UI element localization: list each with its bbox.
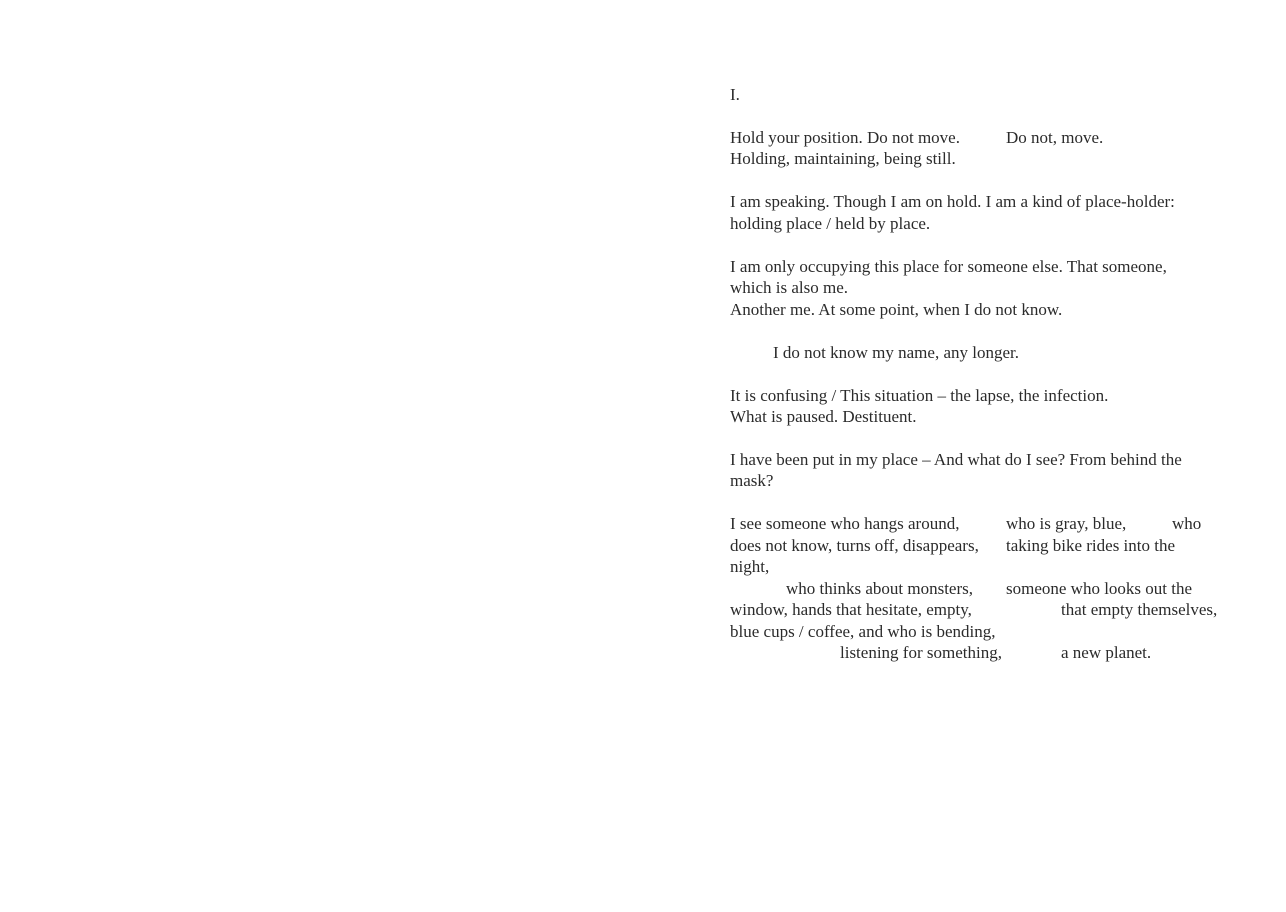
poem-line: I am speaking. Though I am on hold. I am a kind of place-holder:	[730, 192, 1175, 211]
poem-line: I have been put in my place – And what do I see? From behind the	[730, 450, 1182, 469]
poem-line: does not know, turns off, disappears,	[730, 536, 979, 555]
poem-line: I do not know my name, any longer.	[773, 343, 1019, 362]
poem-line: mask?	[730, 471, 774, 490]
poem-line: which is also me.	[730, 278, 849, 297]
poem-line: Holding, maintaining, being still.	[730, 149, 956, 168]
poem-line: window, hands that hesitate, empty,	[730, 600, 972, 619]
poem-line: night,	[730, 557, 770, 576]
poem-line: I see someone who hangs around,	[730, 514, 960, 533]
poem-line: someone who looks out the	[1006, 579, 1193, 598]
poem-line: listening for something,	[840, 643, 1002, 662]
poem-line: Do not, move.	[1006, 128, 1104, 147]
poem-line: holding place / held by place.	[730, 214, 931, 233]
poem-line: What is paused. Destituent.	[730, 407, 917, 426]
poem-line: who	[1172, 514, 1202, 533]
poem-line: who thinks about monsters,	[786, 579, 973, 598]
poem-line: I am only occupying this place for someone else. That someone,	[730, 257, 1167, 276]
poem-line: blue cups / coffee, and who is bending,	[730, 622, 996, 641]
poem-line: a new planet.	[1061, 643, 1152, 662]
poem-line: taking bike rides into the	[1006, 536, 1176, 555]
poem-line: Hold your position. Do not move.	[730, 128, 960, 147]
poem-line: that empty themselves,	[1061, 600, 1218, 619]
poem-line: Another me. At some point, when I do not know.	[730, 300, 1063, 319]
poem-line: who is gray, blue,	[1006, 514, 1127, 533]
poem-line: It is confusing / This situation – the lapse, the infection.	[730, 386, 1109, 405]
section-number: I.	[730, 85, 740, 104]
